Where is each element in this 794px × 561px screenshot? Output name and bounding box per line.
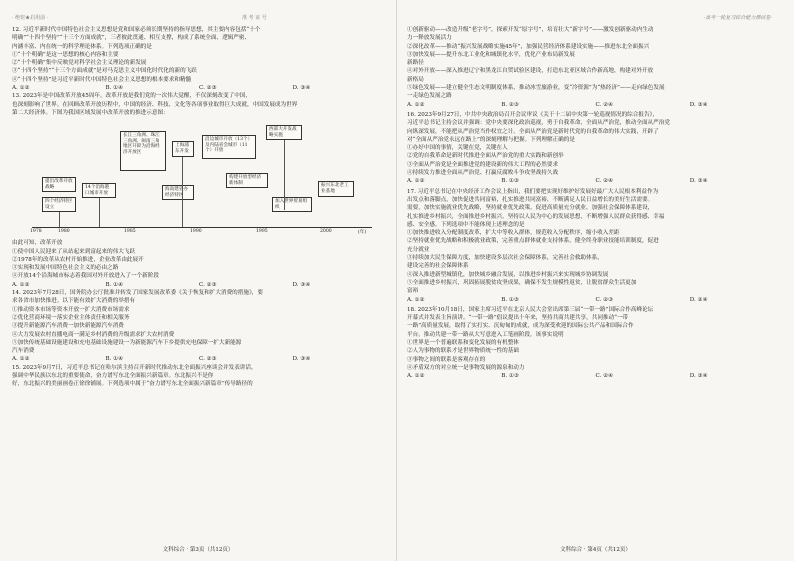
q13-item: ④开放14个沿海城市标志着我国对外开放进入了一个新阶段 — [12, 273, 159, 280]
timeline-box: 提出改革开放战略 — [42, 177, 76, 192]
q13-option-a: A. ①② — [12, 281, 30, 288]
timeline-box: 海南建省办经济特区 — [162, 185, 194, 200]
q14-line: ③提升新能源汽车消费一加快新能源汽车消费 — [12, 323, 124, 330]
q13-item: ①使中国人民迎来了从站起来到富起来的伟大飞跃 — [12, 248, 136, 255]
timeline-year: 2000 — [320, 229, 332, 235]
q12-line: ①“十个明确”是这一思想的核心内容和主要 — [12, 51, 119, 58]
q18-line: 18. 2023年10月18日，国家主席习近平在北京人民大会堂出席第三届“一带一路”国际合作高峰论坛 — [407, 306, 654, 313]
question-15-continued — [407, 26, 784, 109]
q15-item: 一走绿色发展之路 — [407, 93, 452, 100]
timeline-box: 加入世界贸易组织 — [272, 197, 312, 212]
timeline-year-unit: (年) — [358, 230, 367, 236]
q14-line: 14. 2023年7月28日，国务院办公厅批准并转发了国家发展改革委《关于恢复和扩大消费的措施》，要 — [12, 290, 263, 297]
q13-item: ②1978年的改革从农村开始推进，企业改革由此展开 — [12, 256, 144, 263]
q17-line: 建设完善的社会保障体系 — [407, 263, 469, 270]
q14-line: ⑤加快传统基础设施建设和充电基础设施建设一为新能源汽车下乡提供充电保障一扩大新能源 — [12, 339, 242, 346]
right-header — [407, 14, 784, 26]
timeline-connector — [182, 157, 183, 227]
q15-options — [407, 101, 784, 109]
q18-line: 开幕式并发表主旨演讲。“一带一路”倡议提出十年来，坚持共商共建共享，共同推动“一带 — [407, 315, 629, 322]
q13-line: 也深刻影响了世界。在回顾改革开放历程中，中国的经济、科技、文化等各项事业取得巨大成就，中国发展成为世界 — [12, 101, 298, 108]
question-17 — [407, 188, 784, 304]
q12-line: ④“十四个坚持”是习近平新时代中国特色社会主义思想的根本要求和精髓 — [12, 76, 192, 83]
right-page — [397, 0, 794, 561]
question-12 — [12, 26, 386, 92]
q15-option-c: C. ②④ — [595, 101, 614, 108]
question-15 — [12, 364, 386, 389]
q15-item: 新格局 — [407, 76, 424, 83]
q17-option-c: C. ②③ — [595, 296, 614, 303]
q18-line: ④矛盾双方的对立统一是事物发展的源泉和动力 — [407, 364, 525, 371]
q13-line: 13. 2023年是中国改革开放45周年。改革开放是我们党的一次伟大觉醒，不仅深刻改变了中国， — [12, 93, 251, 100]
q16-option-c: C. ②④ — [595, 178, 614, 185]
timeline-box: 上海浦东开发 — [172, 141, 194, 157]
q18-option-a: A. ①② — [407, 373, 425, 380]
q13-after: 由此可知，改革开放 — [12, 240, 63, 247]
q17-option-a: A. ①② — [407, 296, 425, 303]
q17-line: 富裕 — [407, 288, 419, 295]
q18-line: ③事物之间的联系是客观存在的 — [407, 356, 486, 363]
q12-line: 明确”“十四个坚持”“十三个方面成就”，三者彼此贯通、相互支撑，构成了系统全面、逻辑严密、 — [12, 35, 251, 42]
timeline-box: 西部大开发战略实施 — [266, 125, 302, 140]
q16-line: 习近平总书记主持会议并强调：党中央要深化政治巡视，勇于自我革命，全面从严治党，推动全面从严治党 — [407, 120, 670, 127]
left-header — [12, 14, 386, 26]
reform-timeline-diagram — [12, 119, 386, 237]
q15-item: 新路径 — [407, 60, 424, 67]
q16-line: 对“全面从严治党永远在路上”的深刻理解与把握。下列理解正确的是 — [407, 136, 575, 143]
q17-line: 17. 习近平总书记在中央经济工作会议上指出，我们要把实现好维护好发展好最广大人民根本利益作为 — [407, 188, 659, 195]
q17-line: ⑤全面推进乡村振兴，巩固拓展脱贫攻坚成果，确保不发生规模性返贫，让脱贫群众生活更加 — [407, 279, 637, 286]
q15-item: ③加快发展——提升东北工业化和城镇化水平，优化产业布局新发展 — [407, 51, 575, 58]
q15-item: ⑤绿色发展——建立健全生态文明制度体系，推动冰雪旅游业，变“冷资源”为“热经济”——走向绿色发展 — [407, 85, 665, 92]
header-right-label: ·高考一轮复习综合能力测试卷· — [703, 15, 772, 21]
q17-line: ④深入推进新型城镇化，加快城乡融合发展，以推进乡村振兴来实现城乡协调发展 — [407, 271, 609, 278]
timeline-box: 振兴东北老工业基地 — [318, 181, 354, 197]
header-center-label: 准 考 证 号 — [242, 15, 267, 21]
q13-item: ③实现和发展中国特色社会主义的必由之路 — [12, 265, 119, 272]
timeline-connector — [284, 140, 285, 210]
q13-option-c: C. ②③ — [199, 281, 217, 288]
q14-line: ②优化营商环境一落实企业主体责任和相关服务 — [12, 314, 130, 321]
q14-option-b: B. ①④ — [105, 356, 124, 363]
timeline-box: 沿边城市开放（13个）及内陆省会城市（11个）开放 — [202, 135, 256, 159]
q14-option-c: C. ②③ — [199, 356, 217, 363]
timeline-box: 构建开放型经济新体制 — [226, 173, 268, 188]
q12-options — [12, 84, 386, 92]
timeline-year: 1978 — [30, 229, 42, 235]
left-page-footer: 文科综合 · 第3页（共12页） — [162, 547, 234, 553]
q15-item: ④对外开放——深入推进辽宁和黑龙江自贸试验区建设，打造东北亚区域合作新高地，构建对外开放 — [407, 68, 654, 75]
q16-option-d: D. ③④ — [689, 178, 708, 185]
q12-option-a: A. ①② — [12, 85, 30, 92]
q18-option-c: C. ②④ — [595, 373, 614, 380]
timeline-box: 长江三角洲、珠江三角洲、闽南三角地区开辟为沿海经济开放区 — [120, 131, 166, 171]
q15-item: ②深化改革——推动“振兴发展战略实施45年”，加强民营经济体系建设实施——推进东北全面振兴 — [407, 43, 650, 50]
q12-line: 内涵丰富、内在统一的科学理论体系。下列选项正确的是 — [12, 43, 152, 50]
q15-option-a: A. ①② — [407, 101, 425, 108]
q15-line: 好，东北振兴的美丽画卷正徐徐铺展。下列选项中属于“奋力谱写东北全面振兴新篇章”传导路径的 — [12, 381, 253, 388]
q12-line: ③“十四个坚持”“十三个方面成就”是对马克思主义中国化时代化的新的飞跃 — [12, 68, 197, 75]
q18-line: ②人为事物的联系才是世界物质统一性的基础 — [407, 348, 519, 355]
q12-option-c: C. ②③ — [199, 85, 217, 92]
header-left-label: · 绝密★启用前 · — [12, 15, 49, 21]
q16-line: 向纵深发展，不能把从严治党当作权宜之计。全面从严治党是新时代党的自我革命的伟大实践，开辟了 — [407, 128, 659, 135]
q14-option-a: A. ①② — [12, 356, 30, 363]
question-16 — [407, 111, 784, 186]
q16-line: ①办好中国的事情，关键在党，关键在人 — [407, 145, 508, 152]
q17-line: 充分就业 — [407, 246, 430, 253]
timeline-connector — [99, 198, 100, 227]
q16-line: ③全面从严治党是全面推进党的建设新的伟大工程的必然要求 — [407, 161, 559, 168]
q17-line: 感、安全感。下列选项中不能体现上述理念的是 — [407, 221, 525, 228]
q17-options — [407, 296, 784, 304]
q14-line: ①推动资本市场等资本开放一扩大消费市场需求 — [12, 306, 130, 313]
q17-line: ③持续加大民生保障力度，加快建设多层次社会保障体系，完善社会救助体系， — [407, 255, 603, 262]
q12-option-d: D. ③④ — [292, 85, 311, 92]
timeline-connector — [59, 212, 60, 227]
q14-line: ④大力发展农村直播电商一满足乡村消费的升级需求扩大农村消费 — [12, 331, 175, 338]
q13-option-b: B. ①④ — [105, 281, 124, 288]
q14-option-d: D. ③④ — [292, 356, 311, 363]
right-page-footer: 文科综合 · 第4页（共12页） — [560, 547, 631, 553]
q18-line: 一路”高质量发展，取得了实打实、沉甸甸的成就，成为深受欢迎的国际公共产品和国际合作 — [407, 323, 634, 330]
timeline-year: 1995 — [256, 229, 268, 235]
q16-options — [407, 177, 784, 185]
q16-option-a: A. ①② — [407, 178, 425, 185]
q16-line: ④持续发力推进全面从严治党、打赢反腐败斗争攻坚战持久战 — [407, 170, 559, 177]
q12-option-b: B. ①④ — [105, 85, 124, 92]
q16-line: ②党的自我革命是新时代推进全面从严治党的重大实践和新创举 — [407, 153, 564, 160]
timeline-box: 四个经济特区设立 — [42, 197, 76, 212]
q17-line: 扎实推进乡村振兴，全面推进乡村振兴。坚持以人民为中心的发展思想，不断增强人民群众获得感、幸福 — [407, 213, 665, 220]
q18-options — [407, 372, 784, 380]
q13-line: 第二大经济体。下图为我国区域发展中改革开放的推进示意图： — [12, 109, 169, 116]
q15-line: 强调中华民族以东北的重要使命，奋力谱写东北全面振兴新篇章。东北振兴不是你 — [12, 373, 214, 380]
q13-option-d: D. ③④ — [292, 281, 311, 288]
q14-line: 汽车消费 — [12, 348, 35, 355]
q17-line: ②坚持就业优先战略和积极就业政策，完善重点群体就业支持体系，健全终身职业技能培训制度，促进 — [407, 238, 659, 245]
q17-option-d: D. ②④ — [689, 296, 708, 303]
q16-option-b: B. ①③ — [501, 178, 519, 185]
q15-item: 力一释放发展活力 — [407, 35, 452, 42]
timeline-year: 1980 — [58, 229, 70, 235]
question-13 — [12, 92, 386, 117]
question-14 — [12, 289, 386, 364]
q17-line: 需要，加快实施就业优先战略，坚持就业优先政策，促进高质量充分就业，加强社会保障体系建设， — [407, 205, 654, 212]
q17-line: ①加快推进收入分配制度改革，扩大中等收入群体，规范收入分配秩序，缩小收入差距 — [407, 230, 620, 237]
q15-option-b: B. ②③ — [501, 101, 519, 108]
q16-line: 16. 2023年9月27日，中共中央政治局召开会议审议《关于十二届中央第一轮巡视情况的综合报告》， — [407, 111, 658, 118]
q17-option-b: B. ①③ — [501, 296, 519, 303]
q18-option-b: B. ①③ — [501, 373, 519, 380]
q17-line: 出发点和落脚点，加快促进共同富裕，扎实推进共同富裕，不断满足人民日益增长的美好生活需要。 — [407, 196, 654, 203]
q15-item: ①创新驱动——改造升级“老字号”，探索开发“原字号”，培育壮大“新字号”——激发创新驱动内生动 — [407, 27, 654, 33]
q14-line: 求各省市加快推进。以下能有效扩大消费的举措有 — [12, 298, 136, 305]
q12-line: 12. 习近平新时代中国特色社会主义思想是党和国家必须长期坚持的指导思想，其主要内容包括“十个 — [12, 27, 261, 33]
timeline-box: 14个沿海港口城市开放 — [82, 183, 116, 198]
question-18 — [407, 306, 784, 381]
q15-option-d: D. ③④ — [689, 101, 708, 108]
timeline-year: 1990 — [190, 229, 202, 235]
q15-line: 15. 2023年9月7日，习近平总书记在哈尔滨主持召开新时代推动东北全面振兴座谈会并发表讲话， — [12, 364, 257, 371]
q18-line: 平台。推动共建一带一路从大写意进入工笔画阶段。该事实说明 — [407, 331, 564, 338]
q12-line: ②“十个明确”集中反映党对科学社会主义理论的新发展 — [12, 60, 147, 67]
q13-options — [12, 281, 386, 289]
timeline-year: 1985 — [124, 229, 136, 235]
q18-option-d: D. ③④ — [689, 373, 708, 380]
q14-options — [12, 355, 386, 363]
q18-line: ①世界是一个普遍联系和变化发展的有机整体 — [407, 339, 519, 346]
question-13-items — [12, 239, 386, 289]
